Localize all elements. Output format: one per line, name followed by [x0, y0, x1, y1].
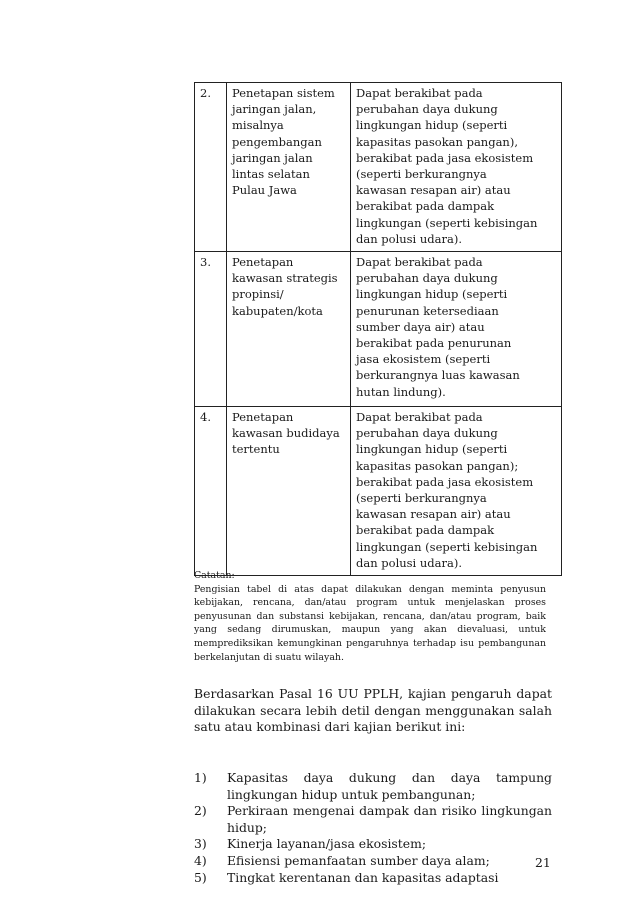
list-item: [194, 836, 552, 853]
list-text: Kinerja layanan/jasa ekosistem;: [227, 836, 427, 852]
row-number: 3.: [195, 252, 227, 407]
table-note: [194, 569, 546, 664]
list-number: 1): [194, 770, 207, 785]
policy-activity-cell: Penetapan sistem jaringan jalan, misalnya pengembangan jaringan jalan lintas selatan Pulau Jawa: [227, 83, 351, 252]
list-item: [194, 853, 552, 870]
table-row: [195, 252, 562, 407]
impact-cell: Dapat berakibat pada perubahan daya dukung lingkungan hidup (seperti penurunan ketersediaan sumber daya air) atau berakibat pada penurunan jasa ekosistem (seperti berkurangnya luas kawasan hutan lindung).: [351, 252, 562, 407]
policy-activity-cell: Penetapan kawasan budidaya tertentu: [227, 407, 351, 576]
policy-activity-cell: Penetapan kawasan strategis propinsi/ kabupaten/kota: [227, 252, 351, 407]
list-item: [194, 870, 552, 887]
row-number: 4.: [195, 407, 227, 576]
list-text: Kapasitas daya dukung dan daya tampung lingkungan hidup untuk pembangunan;: [227, 770, 552, 802]
table-row: [195, 83, 562, 252]
list-item: [194, 803, 552, 836]
list-number: 2): [194, 803, 207, 819]
list-number: 3): [194, 836, 207, 852]
row-number: 2.: [195, 83, 227, 252]
impact-cell: Dapat berakibat pada perubahan daya dukung lingkungan hidup (seperti kapasitas pasokan pangan); berakibat pada jasa ekosistem (seperti berkurangnya kawasan resapan air) atau berakibat pada dampak lingkungan (seperti kebisingan dan polusi udara).: [351, 407, 562, 576]
list-text: Tingkat kerentanan dan kapasitas adaptasi: [227, 869, 499, 885]
assessment-table: [194, 82, 562, 576]
page-number: 21: [535, 855, 551, 870]
note-body: Pengisian tabel di atas dapat dilakukan dengan meminta penyusun kebijakan, rencana, dan/atau program untuk menjelaskan proses penyusunan dan substansi kebijakan, rencana, dan/atau program, baik yang sedang dirumuskan, maupun yang akan dievaluasi, untuk memprediksikan kemungkinan pengaruhnya terhadap isu pembangunan berkelanjutan di suatu wilayah.: [194, 583, 546, 663]
list-number: 4): [194, 852, 207, 868]
list-text: Perkiraan mengenai dampak dan risiko lingkungan hidup;: [227, 803, 552, 835]
table-row: [195, 407, 562, 576]
intro-paragraph: Berdasarkan Pasal 16 UU PPLH, kajian pengaruh dapat dilakukan secara lebih detil dengan menggunakan salah satu atau kombinasi dari kajian berikut ini:: [194, 686, 552, 735]
assessment-list: [194, 770, 552, 886]
list-text: Efisiensi pemanfaatan sumber daya alam;: [227, 852, 490, 868]
list-number: 5): [194, 869, 207, 885]
list-item: [194, 770, 552, 803]
impact-cell: Dapat berakibat pada perubahan daya dukung lingkungan hidup (seperti kapasitas pasokan pangan), berakibat pada jasa ekosistem (seperti berkurangnya kawasan resapan air) atau berakibat pada dampak lingkungan (seperti kebisingan dan polusi udara).: [351, 83, 562, 252]
note-title: Catatan:: [194, 570, 235, 581]
